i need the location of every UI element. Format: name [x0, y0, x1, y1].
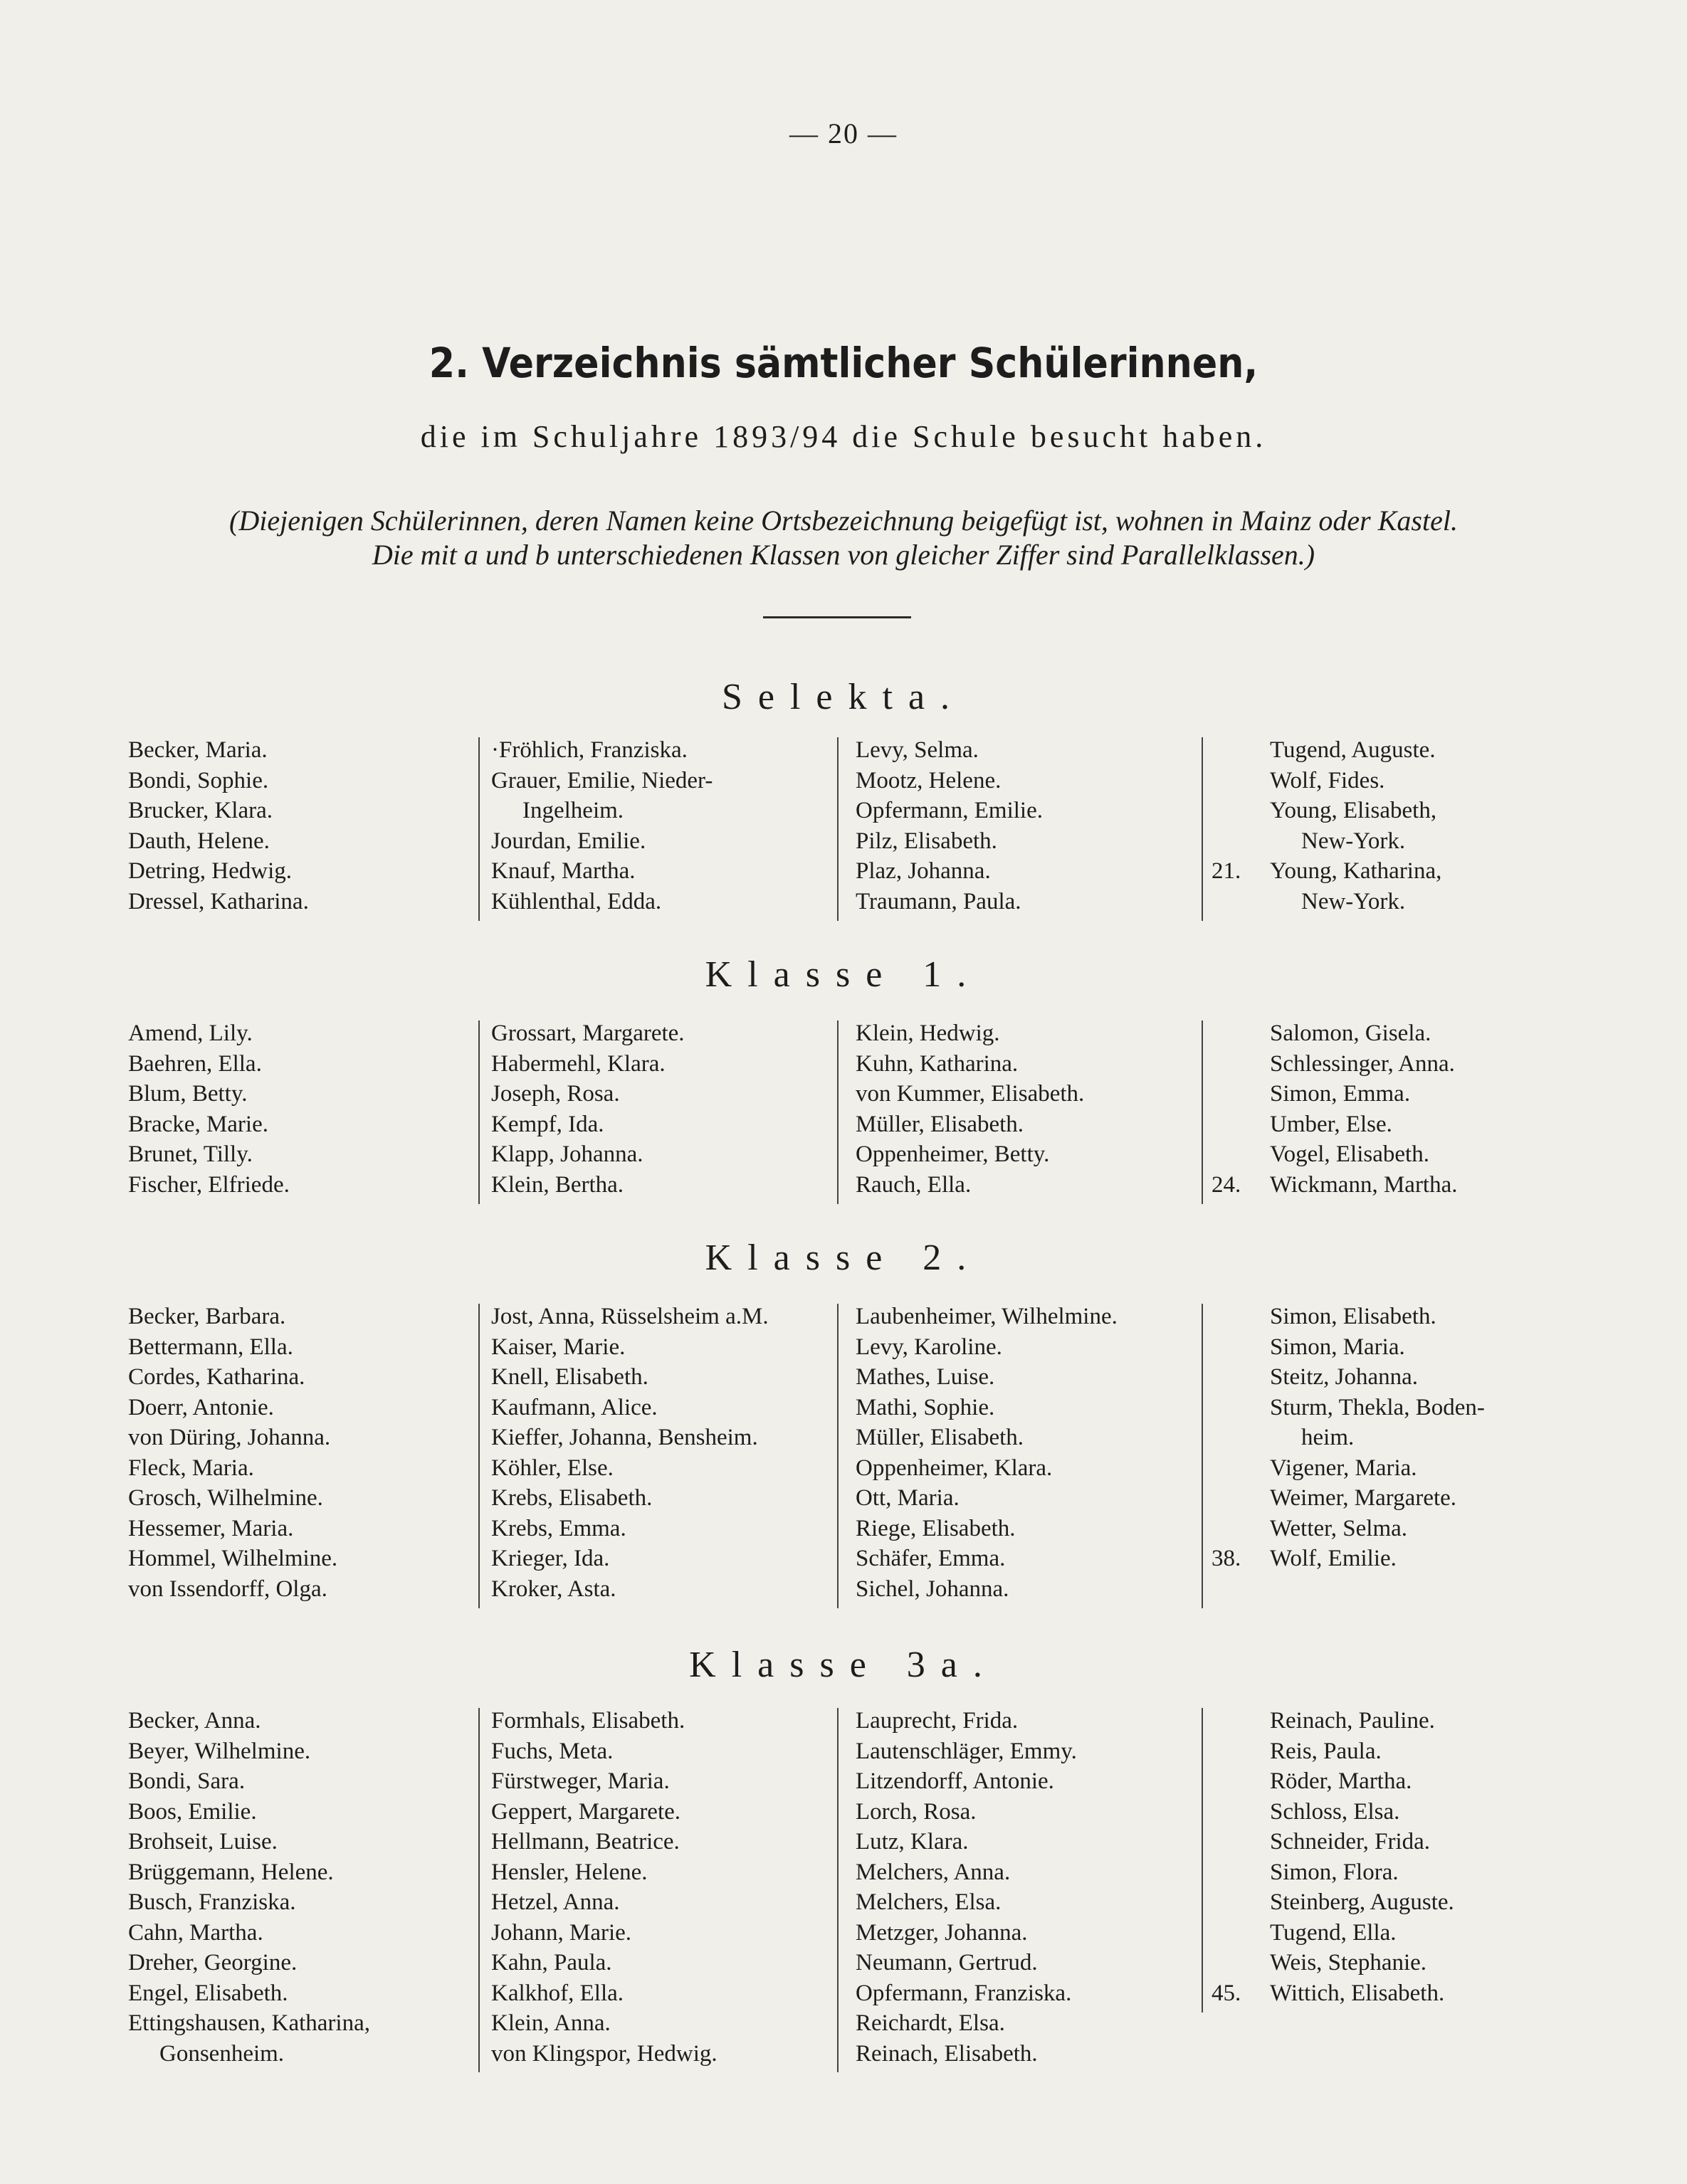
student-name: Kempf, Ida. [491, 1111, 604, 1137]
student-name: Schäfer, Emma. [856, 1546, 1006, 1571]
student-name: Detring, Hedwig. [128, 858, 293, 884]
student-name: Engel, Elisabeth. [128, 1980, 288, 2006]
section-title-klasse-2: Klasse 2. [705, 1238, 982, 1278]
student-name: Brucker, Klara. [128, 798, 273, 823]
student-name: 24. Wickmann, Martha. [1270, 1170, 1612, 1201]
student-name: Reichardt, Elsa. [856, 2010, 1005, 2036]
student-name-continued: Gonsenheim. [159, 2040, 285, 2067]
student-name: Becker, Barbara. [128, 1304, 286, 1329]
name-column [491, 1706, 833, 2069]
student-name-continued: New-York. [1301, 828, 1406, 854]
student-name: Kühlenthal, Edda. [491, 888, 662, 914]
student-name: Simon, Elisabeth. [1270, 1304, 1436, 1329]
student-name: Boos, Emilie. [128, 1798, 257, 1825]
student-name: Wolf, Fides. [1270, 767, 1385, 793]
student-name: Kuhn, Katharina. [856, 1050, 1019, 1077]
student-name: ·Fröhlich, Franziska. [491, 737, 688, 763]
student-name: Mathi, Sophie. [856, 1394, 995, 1420]
student-name: Krebs, Emma. [491, 1515, 626, 1541]
student-name: Johann, Marie. [491, 1919, 632, 1946]
student-name: Grossart, Margarete. [491, 1020, 685, 1046]
student-name: Kaufmann, Alice. [491, 1394, 658, 1420]
student-name: Mootz, Helene. [856, 767, 1002, 793]
student-name: Ettingshausen, Katharina, [128, 2010, 370, 2036]
student-name: Grauer, Emilie, Nieder- [491, 767, 713, 793]
student-name: Levy, Selma. [856, 737, 979, 763]
student-name: Joseph, Rosa. [491, 1081, 620, 1107]
student-name: Bondi, Sara. [128, 1768, 246, 1794]
column-divider [478, 1020, 480, 1204]
student-name: Klein, Bertha. [491, 1171, 624, 1198]
student-name: Plaz, Johanna. [856, 858, 991, 884]
student-name: Dressel, Katharina. [128, 888, 309, 914]
student-name: Sturm, Thekla, Boden- [1270, 1394, 1485, 1420]
column-divider [1202, 1304, 1203, 1608]
student-name: Simon, Maria. [1270, 1334, 1405, 1360]
student-name: Formhals, Elisabeth. [491, 1708, 685, 1734]
student-name: Brunet, Tilly. [128, 1141, 253, 1167]
student-name: Habermehl, Klara. [491, 1050, 666, 1077]
student-name: Müller, Elisabeth. [856, 1425, 1024, 1450]
student-name: Metzger, Johanna. [856, 1919, 1028, 1946]
column-divider [478, 1708, 480, 2072]
column-divider [1202, 1708, 1203, 2012]
student-name: Simon, Flora. [1270, 1859, 1399, 1885]
student-name: Krebs, Elisabeth. [491, 1485, 653, 1511]
student-name: Hellmann, Beatrice. [491, 1829, 680, 1855]
student-name: Hensler, Helene. [491, 1859, 648, 1885]
student-name: von Issendorff, Olga. [128, 1576, 327, 1602]
student-name: Brohseit, Luise. [128, 1829, 278, 1855]
student-name: Litzendorff, Antonie. [856, 1768, 1054, 1794]
student-name: Wetter, Selma. [1270, 1515, 1408, 1541]
student-name: Baehren, Ella. [128, 1050, 262, 1077]
student-name: Fuchs, Meta. [491, 1738, 614, 1764]
section-title-klasse-1: Klasse 1. [705, 954, 982, 995]
student-name: Lauprecht, Frida. [856, 1708, 1019, 1734]
name-column [1212, 1302, 1612, 1574]
student-name: Mathes, Luise. [856, 1364, 995, 1390]
student-name: Steitz, Johanna. [1270, 1364, 1419, 1390]
student-name: Kahn, Paula. [491, 1950, 612, 1975]
student-name: Becker, Maria. [128, 737, 268, 763]
student-name: Hommel, Wilhelmine. [128, 1546, 338, 1571]
name-column [1212, 1018, 1612, 1200]
student-name: Melchers, Elsa. [856, 1889, 1002, 1915]
name-column [856, 735, 1197, 917]
student-count: 38. [1212, 1546, 1241, 1571]
column-divider [1202, 737, 1203, 921]
student-name: Umber, Else. [1270, 1111, 1392, 1137]
student-name: Klapp, Johanna. [491, 1141, 643, 1167]
student-name: Klein, Hedwig. [856, 1020, 1000, 1046]
name-column [128, 1018, 470, 1200]
student-name: Klein, Anna. [491, 2010, 611, 2036]
student-name: Vigener, Maria. [1270, 1455, 1417, 1481]
student-name: Sichel, Johanna. [856, 1576, 1009, 1602]
student-name: Dauth, Helene. [128, 828, 270, 854]
student-name: Opfermann, Franziska. [856, 1980, 1072, 2006]
student-name: Jourdan, Emilie. [491, 828, 646, 854]
student-name: Schlessinger, Anna. [1270, 1050, 1455, 1077]
student-name-continued: heim. [1301, 1425, 1355, 1450]
name-column [856, 1706, 1197, 2069]
page-title: 2. Verzeichnis sämtlicher Schülerinnen, [429, 339, 1258, 387]
student-name: von Düring, Johanna. [128, 1425, 331, 1450]
student-name: Cahn, Martha. [128, 1919, 263, 1946]
student-name: Tugend, Auguste. [1270, 737, 1436, 763]
student-name: Neumann, Gertrud. [856, 1950, 1038, 1975]
student-name: Dreher, Georgine. [128, 1950, 298, 1975]
name-column [128, 735, 470, 917]
section-title-selekta: Selekta. [721, 677, 966, 717]
student-name: Simon, Emma. [1270, 1081, 1411, 1107]
divider-rule [763, 616, 911, 618]
note-line-2: Die mit a und b unterschiedenen Klassen von gleicher Ziffer sind Parallelklassen.) [372, 539, 1315, 571]
student-name: Hetzel, Anna. [491, 1889, 620, 1915]
student-name: Lorch, Rosa. [856, 1798, 977, 1825]
student-name: Opfermann, Emilie. [856, 798, 1044, 823]
name-column [856, 1018, 1197, 1200]
student-name: Knell, Elisabeth. [491, 1364, 648, 1390]
student-count: 21. [1212, 858, 1241, 884]
student-name: Levy, Karoline. [856, 1334, 1002, 1360]
name-column [128, 1302, 470, 1604]
page-subtitle: die im Schuljahre 1893/94 die Schule besucht haben. [420, 419, 1267, 454]
student-name: Riege, Elisabeth. [856, 1515, 1016, 1541]
student-name: Beyer, Wilhelmine. [128, 1738, 311, 1764]
student-name: Traumann, Paula. [856, 888, 1021, 914]
student-name: Fürstweger, Maria. [491, 1768, 670, 1794]
student-name: Schloss, Elsa. [1270, 1798, 1400, 1825]
name-column [856, 1302, 1197, 1604]
student-name: Oppenheimer, Klara. [856, 1455, 1053, 1481]
student-name: Pilz, Elisabeth. [856, 828, 997, 854]
name-column [491, 1302, 833, 1604]
column-divider [478, 737, 480, 921]
student-name: Köhler, Else. [491, 1455, 614, 1481]
student-name: Bettermann, Ella. [128, 1334, 293, 1360]
student-name: Geppert, Margarete. [491, 1798, 681, 1825]
student-name: Blum, Betty. [128, 1081, 248, 1107]
student-name: Ott, Maria. [856, 1485, 960, 1511]
student-name-continued: New-York. [1301, 888, 1406, 914]
student-name: Lautenschläger, Emmy. [856, 1738, 1077, 1764]
student-name: von Klingspor, Hedwig. [491, 2040, 718, 2067]
student-name: Kalkhof, Ella. [491, 1980, 624, 2006]
student-name: Lutz, Klara. [856, 1829, 969, 1855]
column-divider [478, 1304, 480, 1608]
student-name: Reinach, Pauline. [1270, 1708, 1435, 1734]
page-number: — 20 — [789, 117, 898, 149]
student-name: Oppenheimer, Betty. [856, 1141, 1050, 1167]
student-name: 45. Wittich, Elisabeth. [1270, 1978, 1612, 2009]
student-name: Laubenheimer, Wilhelmine. [856, 1304, 1118, 1329]
column-divider [837, 1020, 839, 1204]
student-name: Müller, Elisabeth. [856, 1111, 1024, 1137]
student-name: Röder, Martha. [1270, 1768, 1412, 1794]
student-name: Reinach, Elisabeth. [856, 2040, 1038, 2067]
name-column [491, 735, 833, 917]
student-name: 38. Wolf, Emilie. [1270, 1544, 1612, 1574]
student-name: Grosch, Wilhelmine. [128, 1485, 323, 1511]
column-divider [837, 737, 839, 921]
student-name: Fleck, Maria. [128, 1455, 254, 1481]
student-name: Brüggemann, Helene. [128, 1859, 334, 1885]
student-name: Jost, Anna, Rüsselsheim a.M. [491, 1304, 769, 1329]
student-name: Young, Elisabeth, [1270, 798, 1437, 823]
student-name: 21. Young, Katharina, [1270, 856, 1612, 887]
student-name: Tugend, Ella. [1270, 1919, 1397, 1946]
column-divider [1202, 1020, 1203, 1204]
student-name: Rauch, Ella. [856, 1171, 972, 1198]
student-name: Doerr, Antonie. [128, 1394, 274, 1420]
section-title-klasse-3a: Klasse 3a. [689, 1645, 998, 1685]
student-count: 24. [1212, 1171, 1241, 1198]
student-name: Hessemer, Maria. [128, 1515, 294, 1541]
name-column [491, 1018, 833, 1200]
student-name: Melchers, Anna. [856, 1859, 1011, 1885]
student-name: Bracke, Marie. [128, 1111, 268, 1137]
student-name-continued: Ingelheim. [522, 798, 624, 823]
student-name: Salomon, Gisela. [1270, 1020, 1431, 1046]
student-name: Amend, Lily. [128, 1020, 253, 1046]
student-name: Kroker, Asta. [491, 1576, 616, 1602]
student-name: Knauf, Martha. [491, 858, 636, 884]
student-name: Bondi, Sophie. [128, 767, 269, 793]
name-column [128, 1706, 470, 2069]
student-name: Steinberg, Auguste. [1270, 1889, 1454, 1915]
student-name: Krieger, Ida. [491, 1546, 610, 1571]
name-column [1212, 1706, 1612, 2008]
student-name: Reis, Paula. [1270, 1738, 1382, 1764]
student-count: 45. [1212, 1980, 1241, 2006]
student-name: Cordes, Katharina. [128, 1364, 305, 1390]
student-name: Weis, Stephanie. [1270, 1950, 1427, 1975]
student-name: Fischer, Elfriede. [128, 1171, 290, 1198]
student-name: Kaiser, Marie. [491, 1334, 626, 1360]
student-name: Vogel, Elisabeth. [1270, 1141, 1429, 1167]
student-name: Weimer, Margarete. [1270, 1485, 1457, 1511]
name-column [1212, 735, 1612, 917]
student-name: Schneider, Frida. [1270, 1829, 1431, 1855]
student-name: von Kummer, Elisabeth. [856, 1081, 1085, 1107]
column-divider [837, 1304, 839, 1608]
student-name: Becker, Anna. [128, 1708, 261, 1734]
note-line-1: (Diejenigen Schülerinnen, deren Namen keine Ortsbezeichnung beigefügt ist, wohnen in Mainz oder Kastel. [229, 505, 1458, 537]
student-name: Busch, Franziska. [128, 1889, 296, 1915]
column-divider [837, 1708, 839, 2072]
student-name: Kieffer, Johanna, Bensheim. [491, 1425, 758, 1450]
